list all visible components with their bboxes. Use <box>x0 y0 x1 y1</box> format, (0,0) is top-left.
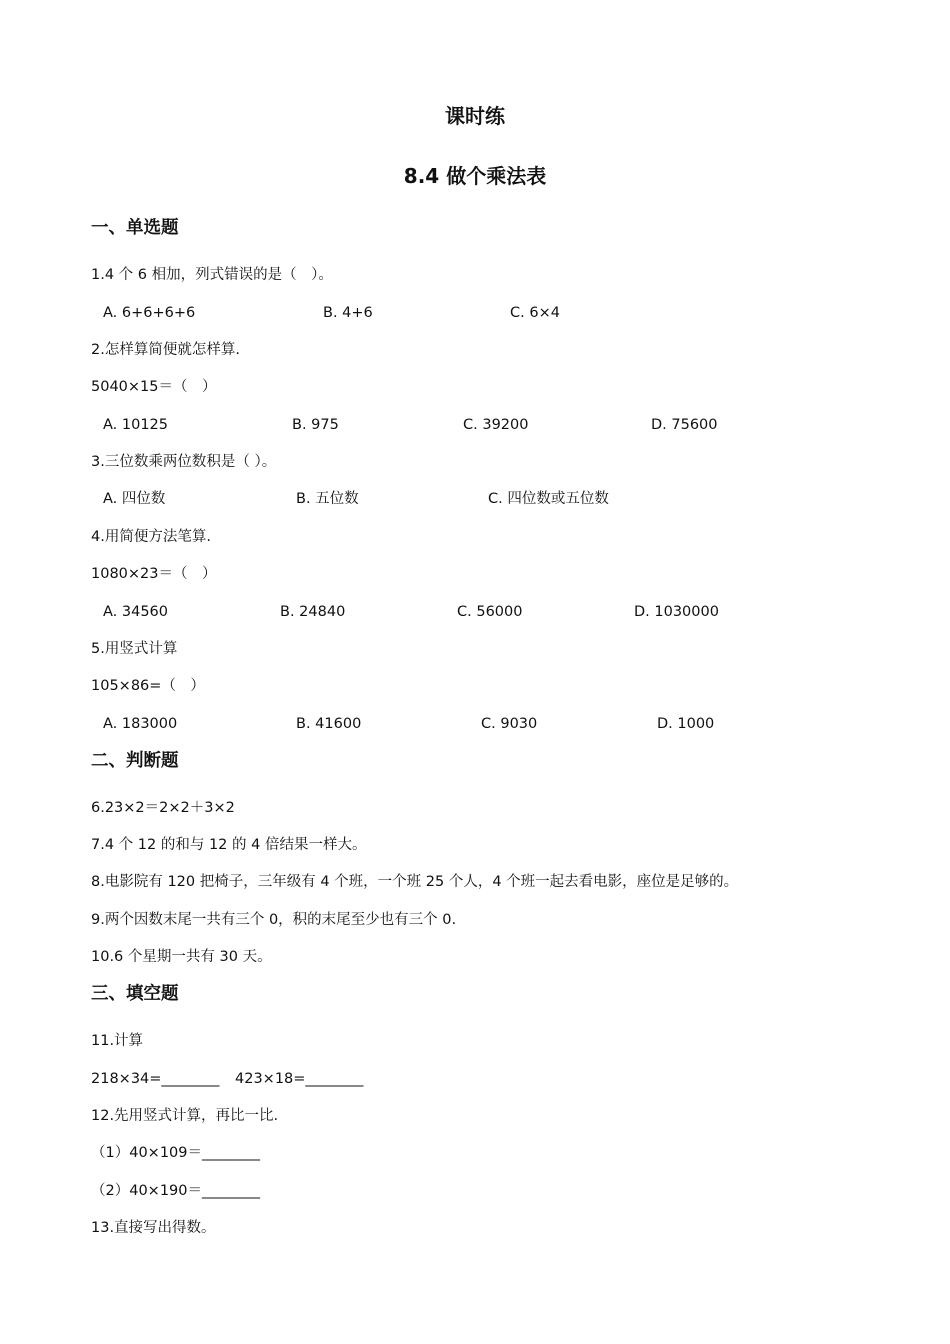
question-4-option-b: B. 24840 <box>280 604 346 620</box>
question-2-expression: 5040×15＝（ ） <box>91 379 217 395</box>
question-5-option-d: D. 1000 <box>657 716 715 732</box>
question-10: 10.6 个星期一共有 30 天。 <box>91 949 272 965</box>
question-5-option-c: C. 9030 <box>481 716 538 732</box>
question-6: 6.23×2＝2×2＋3×2 <box>91 800 235 816</box>
question-3-option-b: B. 五位数 <box>296 491 359 507</box>
question-1-option-c: C. 6×4 <box>510 305 560 321</box>
question-12-stem: 12.先用竖式计算，再比一比. <box>91 1108 279 1124</box>
lesson-title: 8.4 做个乘法表 <box>403 164 547 188</box>
question-11-blank-a: 218×34=________ <box>91 1071 220 1087</box>
document-title: 课时练 <box>445 104 505 128</box>
question-12-part-2: （2）40×190＝________ <box>91 1183 261 1199</box>
question-2-stem: 2.怎样算简便就怎样算. <box>91 342 240 358</box>
question-7: 7.4 个 12 的和与 12 的 4 倍结果一样大。 <box>91 837 367 853</box>
question-2-option-d: D. 75600 <box>651 417 718 433</box>
question-1-option-a: A. 6+6+6+6 <box>103 305 196 321</box>
question-4-expression: 1080×23＝（ ） <box>91 566 217 582</box>
question-3-stem: 3.三位数乘两位数积是（ ）。 <box>91 454 277 470</box>
question-2-option-c: C. 39200 <box>463 417 529 433</box>
question-11-stem: 11.计算 <box>91 1033 144 1049</box>
question-4-option-c: C. 56000 <box>457 604 523 620</box>
question-5-stem: 5.用竖式计算 <box>91 641 178 657</box>
question-3-option-a: A. 四位数 <box>103 491 166 507</box>
question-2-option-a: A. 10125 <box>103 417 169 433</box>
question-4-stem: 4.用简便方法笔算. <box>91 529 211 545</box>
section-heading-true-false: 二、判断题 <box>91 751 179 771</box>
question-5-expression: 105×86=（ ） <box>91 678 205 694</box>
question-1-stem: 1.4 个 6 相加，列式错误的是（ ）。 <box>91 267 333 283</box>
question-13-stem: 13.直接写出得数。 <box>91 1220 216 1236</box>
question-2-option-b: B. 975 <box>292 417 339 433</box>
section-heading-single-choice: 一、单选题 <box>91 218 179 238</box>
question-12-part-1: （1）40×109＝________ <box>91 1145 261 1161</box>
question-9: 9.两个因数末尾一共有三个 0，积的末尾至少也有三个 0. <box>91 912 457 928</box>
question-11-blank-b: 423×18=________ <box>235 1071 364 1087</box>
question-5-option-a: A. 183000 <box>103 716 178 732</box>
question-4-option-a: A. 34560 <box>103 604 169 620</box>
question-1-option-b: B. 4+6 <box>323 305 373 321</box>
section-heading-fill-blank: 三、填空题 <box>91 984 179 1004</box>
question-3-option-c: C. 四位数或五位数 <box>488 491 609 507</box>
question-8: 8.电影院有 120 把椅子，三年级有 4 个班，一个班 25 个人，4 个班一起去看电影，座位是足够的。 <box>91 874 739 890</box>
question-5-option-b: B. 41600 <box>296 716 362 732</box>
question-4-option-d: D. 1030000 <box>634 604 719 620</box>
